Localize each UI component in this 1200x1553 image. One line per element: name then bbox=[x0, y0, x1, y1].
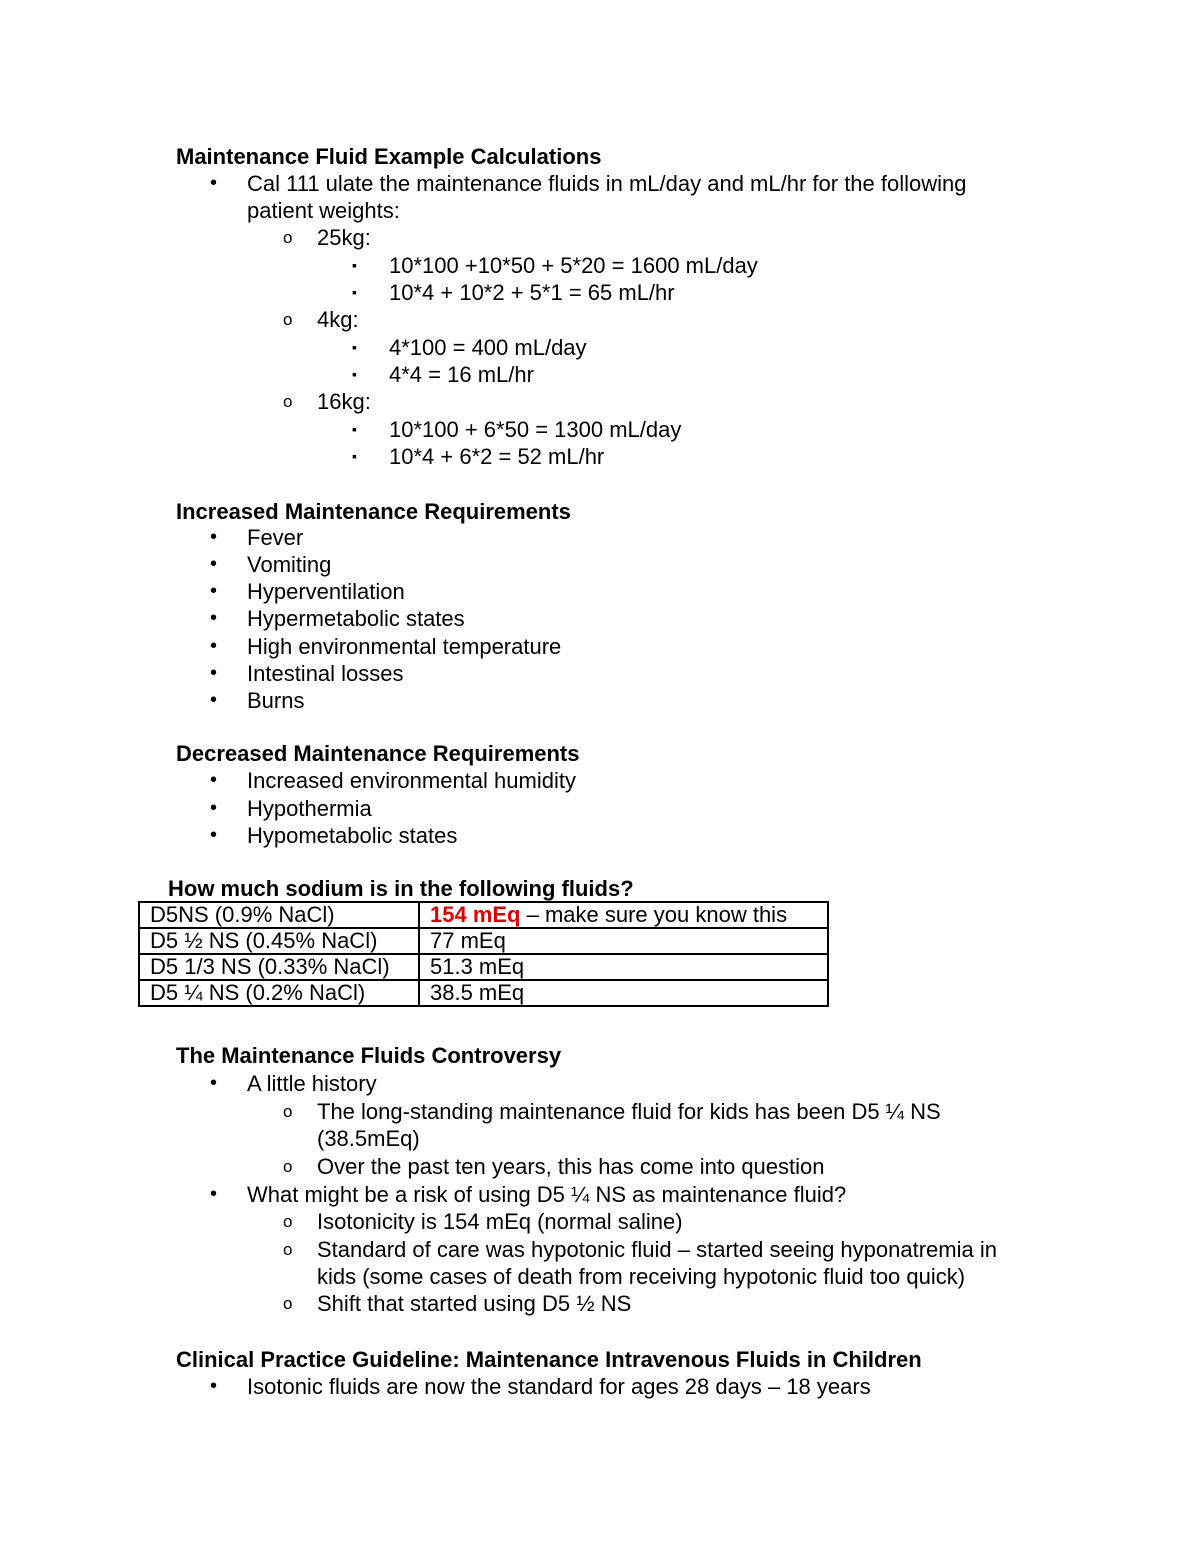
bullet-icon: • bbox=[210, 824, 218, 846]
section-heading-increased: Increased Maintenance Requirements bbox=[176, 499, 571, 524]
table-row bbox=[139, 954, 828, 980]
bullet-icon: • bbox=[210, 580, 218, 602]
calc-line: 10*4 + 6*2 = 52 mL/hr bbox=[389, 444, 605, 469]
sub-item-cont: kids (some cases of death from receiving hypotonic fluid too quick) bbox=[317, 1264, 966, 1289]
circle-bullet-icon: o bbox=[283, 310, 293, 329]
bullet-icon: • bbox=[210, 607, 218, 629]
section-heading-guideline: Clinical Practice Guideline: Maintenance Intravenous Fluids in Children bbox=[176, 1347, 922, 1372]
bullet-icon: • bbox=[210, 553, 218, 575]
calc-line: 4*4 = 16 mL/hr bbox=[389, 362, 534, 387]
list-item: Hypothermia bbox=[247, 796, 372, 821]
section-heading-maintenance-calculations: Maintenance Fluid Example Calculations bbox=[176, 144, 602, 169]
circle-bullet-icon: o bbox=[283, 1294, 293, 1313]
circle-bullet-icon: o bbox=[283, 1157, 293, 1176]
weight-label-16kg: 16kg: bbox=[317, 389, 371, 414]
list-item: High environmental temperature bbox=[247, 634, 562, 659]
calc-line: 10*4 + 10*2 + 5*1 = 65 mL/hr bbox=[389, 280, 675, 305]
sodium-question: How much sodium is in the following fluids? bbox=[168, 876, 634, 901]
bullet-icon: • bbox=[210, 797, 218, 819]
sodium-note: – make sure you know this bbox=[520, 902, 788, 927]
sub-item: Standard of care was hypotonic fluid – started seeing hyponatremia in bbox=[317, 1237, 997, 1262]
bullet-icon: • bbox=[210, 662, 218, 684]
calc-line: 10*100 + 6*50 = 1300 mL/day bbox=[389, 417, 682, 442]
square-bullet-icon: ▪ bbox=[352, 448, 357, 464]
bullet-icon: • bbox=[210, 1183, 218, 1205]
sodium-cell bbox=[419, 902, 828, 928]
sodium-cell: 38.5 mEq bbox=[419, 980, 828, 1006]
fluid-cell: D5NS (0.9% NaCl) bbox=[139, 902, 419, 928]
circle-bullet-icon: o bbox=[283, 392, 293, 411]
bullet-icon: • bbox=[210, 689, 218, 711]
fluid-cell: D5 1/3 NS (0.33% NaCl) bbox=[139, 954, 419, 980]
calc-line: 4*100 = 400 mL/day bbox=[389, 335, 587, 360]
fluid-cell: D5 ¼ NS (0.2% NaCl) bbox=[139, 980, 419, 1006]
list-item: A little history bbox=[247, 1071, 377, 1096]
sub-item: Over the past ten years, this has come into question bbox=[317, 1154, 825, 1179]
calc-line: 10*100 +10*50 + 5*20 = 1600 mL/day bbox=[389, 253, 758, 278]
list-item: Burns bbox=[247, 688, 305, 713]
bullet-icon: • bbox=[210, 172, 218, 194]
sub-item: Shift that started using D5 ½ NS bbox=[317, 1291, 632, 1316]
bullet-icon: • bbox=[210, 1072, 218, 1094]
list-item: Vomiting bbox=[247, 552, 332, 577]
list-item: Isotonic fluids are now the standard for ages 28 days – 18 years bbox=[247, 1374, 871, 1399]
list-item: Increased environmental humidity bbox=[247, 768, 576, 793]
weight-label-4kg: 4kg: bbox=[317, 307, 359, 332]
bullet-icon: • bbox=[210, 1375, 218, 1397]
sodium-cell: 77 mEq bbox=[419, 928, 828, 954]
sodium-table bbox=[138, 901, 829, 1007]
bullet-icon: • bbox=[210, 526, 218, 548]
bullet-icon: • bbox=[210, 635, 218, 657]
bullet-icon: • bbox=[210, 769, 218, 791]
section-heading-decreased: Decreased Maintenance Requirements bbox=[176, 741, 580, 766]
table-row bbox=[139, 902, 828, 928]
weight-label-25kg: 25kg: bbox=[317, 225, 371, 250]
list-item: Hypometabolic states bbox=[247, 823, 458, 848]
circle-bullet-icon: o bbox=[283, 1240, 293, 1259]
square-bullet-icon: ▪ bbox=[352, 366, 357, 382]
sub-item: The long-standing maintenance fluid for kids has been D5 ¼ NS bbox=[317, 1099, 941, 1124]
table-row bbox=[139, 928, 828, 954]
calc-instruction: Cal 111 ulate the maintenance fluids in mL/day and mL/hr for the following bbox=[247, 171, 967, 196]
list-item: Hyperventilation bbox=[247, 579, 405, 604]
list-item: Fever bbox=[247, 525, 304, 550]
list-item: Intestinal losses bbox=[247, 661, 404, 686]
circle-bullet-icon: o bbox=[283, 1102, 293, 1121]
circle-bullet-icon: o bbox=[283, 1212, 293, 1231]
sodium-cell: 51.3 mEq bbox=[419, 954, 828, 980]
table-row bbox=[139, 980, 828, 1006]
square-bullet-icon: ▪ bbox=[352, 339, 357, 355]
fluid-cell: D5 ½ NS (0.45% NaCl) bbox=[139, 928, 419, 954]
square-bullet-icon: ▪ bbox=[352, 257, 357, 273]
list-item: What might be a risk of using D5 ¼ NS as maintenance fluid? bbox=[247, 1182, 847, 1207]
sub-item: Isotonicity is 154 mEq (normal saline) bbox=[317, 1209, 683, 1234]
sub-item-cont: (38.5mEq) bbox=[317, 1126, 420, 1151]
circle-bullet-icon: o bbox=[283, 228, 293, 247]
calc-instruction-cont: patient weights: bbox=[247, 198, 400, 223]
sodium-highlight: 154 mEq bbox=[430, 902, 521, 927]
square-bullet-icon: ▪ bbox=[352, 284, 357, 300]
section-heading-controversy: The Maintenance Fluids Controversy bbox=[176, 1043, 562, 1068]
list-item: Hypermetabolic states bbox=[247, 606, 465, 631]
square-bullet-icon: ▪ bbox=[352, 421, 357, 437]
